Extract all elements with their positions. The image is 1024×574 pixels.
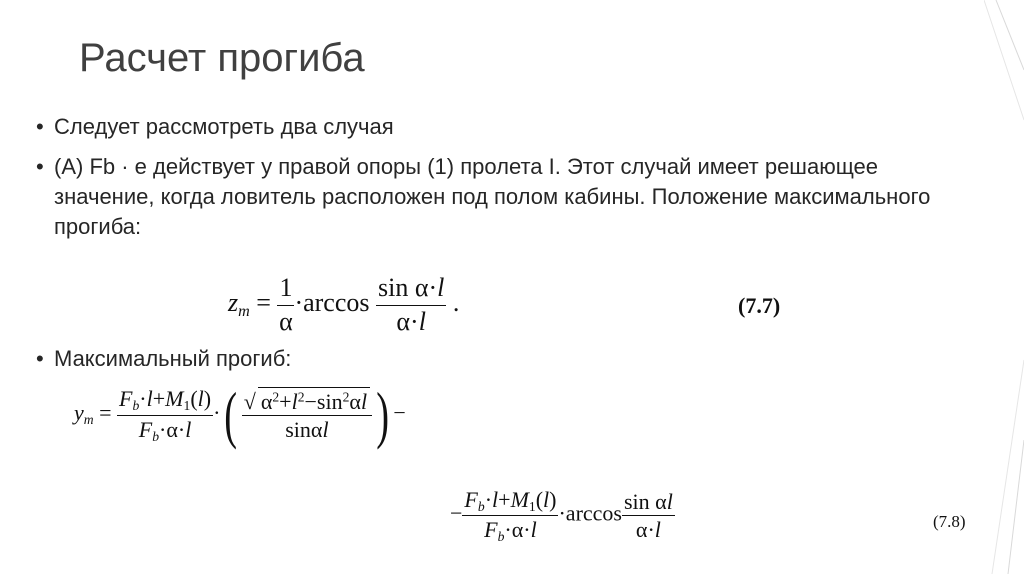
bullet-marker: • (36, 346, 44, 371)
equation-number: (7.7) (738, 293, 781, 318)
equation-number: (7.8) (933, 512, 966, 531)
bullet-marker: • (36, 154, 44, 179)
bullet-marker: • (36, 114, 44, 139)
bullet-text: Следует рассмотреть два случая (54, 114, 394, 139)
bullet-text: Максимальный прогиб: (54, 346, 292, 371)
equation-7-8-part-1: $y_m$ = $\frac{F_b\cdot l+M_1(l)}{F_b\cdot\alpha\cdot l}$ ·( $\frac{√ \alpha^2+l^2-\sin^2\alpha l}{\sin\alpha l}$ ) − (74, 379, 406, 450)
corner-decoration (984, 0, 1024, 574)
equation-7-7: $z_m$ = $\frac{1}{\alpha}$ ·arccos $\frac{\text{sin α·l}}{\alpha\cdot l}$ . (228, 273, 460, 336)
equation-7-8-part-2: − $\frac{F_b\cdot l+M_1(l)}{F_b\cdot\alpha\cdot l}$ ·arccos $\frac{\text{sin αl}}{\alpha\cdot l}$ (450, 487, 673, 545)
slide-title: Расчет прогиба (79, 36, 365, 80)
bullet-text: (A) Fb · e действует у правой опоры (1) пролета I. Этот случай имеет решающее значение, когда ловитель расположен под полом кабины. Положение максимального прогиба: (54, 154, 931, 239)
